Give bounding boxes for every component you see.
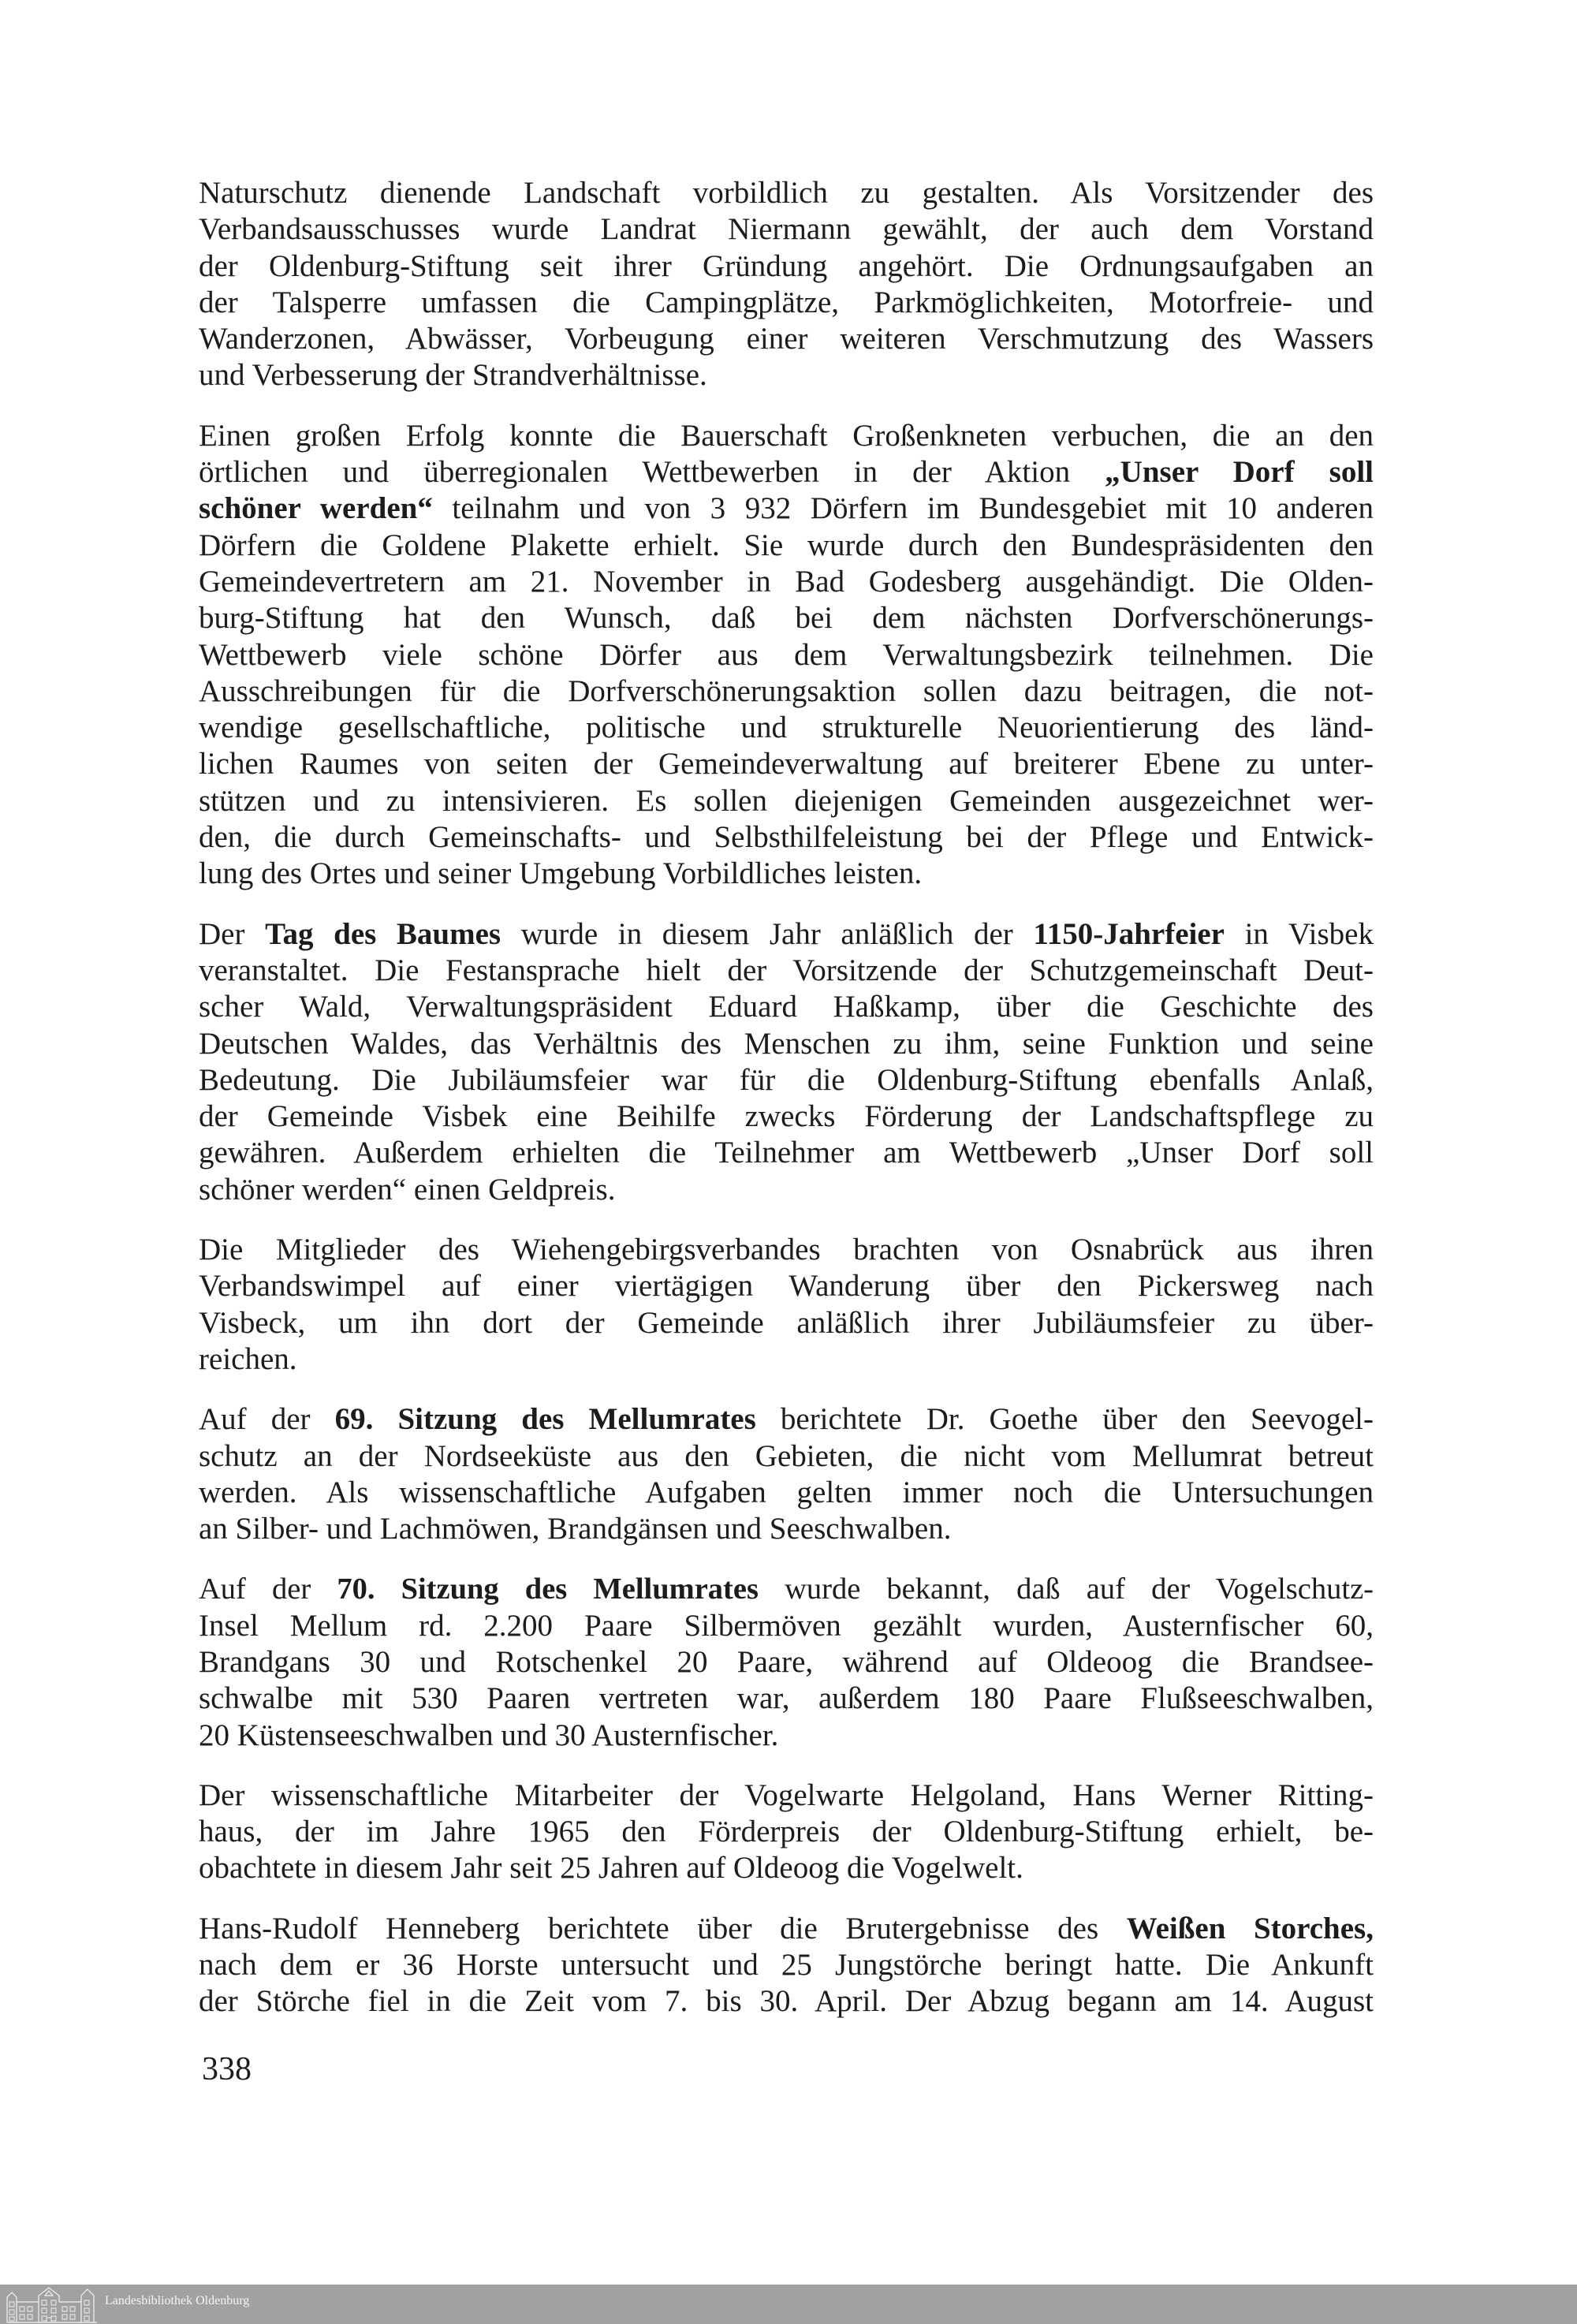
bold-text: 69. Sitzung des Mellumrates <box>334 1402 756 1437</box>
text-line <box>199 856 1374 892</box>
text-line <box>199 1983 1374 2020</box>
text-line <box>199 1475 1374 1511</box>
text-line <box>199 1947 1374 1983</box>
bold-text: schöner werden“ <box>199 491 433 526</box>
paragraph <box>199 1778 1374 1887</box>
text-segment: der Talsperre umfassen die Campingplätze, Parkmöglichkeiten, Motorfreie- und <box>199 285 1374 319</box>
text-line <box>199 528 1374 564</box>
text-line <box>199 321 1374 357</box>
bold-text: 1150-Jahrfeier <box>1033 916 1225 951</box>
text-segment: lichen Raumes von seiten der Gemeindeverwaltung auf breiterer Ebene zu unter- <box>199 747 1374 782</box>
footer-bar <box>0 2285 1577 2324</box>
text-segment: Brandgans 30 und Rotschenkel 20 Paare, während auf Oldeoog die Brandsee- <box>199 1644 1374 1679</box>
text-segment: stützen und zu intensivieren. Es sollen diejenigen Gemeinden ausgezeichnet wer- <box>199 783 1374 818</box>
text-line <box>199 211 1374 248</box>
paragraph <box>199 1911 1374 2020</box>
text-segment: Verbandswimpel auf einer viertägigen Wanderung über den Pickersweg nach <box>199 1269 1374 1304</box>
bold-text: Weißen Storches, <box>1126 1911 1374 1945</box>
text-line <box>199 357 1374 394</box>
text-segment: Die Mitglieder des Wiehengebirgsverbandes brachten von Osnabrück aus ihren <box>199 1233 1374 1267</box>
text-line <box>199 1099 1374 1135</box>
text-segment: schutz an der Nordseeküste aus den Gebieten, die nicht vom Mellumrat betreut <box>199 1438 1374 1473</box>
library-name: Landesbibliothek Oldenburg <box>105 2294 250 2307</box>
paragraph <box>199 1401 1374 1547</box>
bold-text: Tag des Baumes <box>265 916 501 951</box>
text-segment: wurde in diesem Jahr anläßlich der <box>501 916 1034 951</box>
text-line <box>199 1778 1374 1814</box>
text-line <box>199 637 1374 673</box>
text-segment: Gemeindevertretern am 21. November in Bad Godesberg ausgehändigt. Die Olden- <box>199 564 1374 599</box>
text-segment: Auf der <box>199 1402 335 1437</box>
text-segment: der Oldenburg-Stiftung seit ihrer Gründung angehört. Die Ordnungsaufgaben an <box>199 248 1374 283</box>
text-segment: und Verbesserung der Strandverhältnisse. <box>199 358 707 393</box>
text-segment: Einen großen Erfolg konnte die Bauerschaft Großenkneten verbuchen, die an den <box>199 418 1374 453</box>
text-segment: nach dem er 36 Horste untersucht und 25 Jungstörche beringt hatte. Die Ankunft <box>199 1948 1374 1983</box>
text-segment: Bedeutung. Die Jubiläumsfeier war für die Oldenburg-Stiftung ebenfalls Anlaß, <box>199 1062 1374 1097</box>
text-segment: Dörfern die Goldene Plakette erhielt. Sie wurde durch den Bundespräsidenten den <box>199 528 1374 562</box>
text-line <box>199 1401 1374 1438</box>
text-segment: Verbandsausschusses wurde Landrat Niermann gewählt, der auch dem Vorstand <box>199 212 1374 247</box>
document-page <box>199 175 1374 2044</box>
text-segment: Ausschreibungen für die Dorfverschönerungsaktion sollen dazu beitragen, die not- <box>199 673 1374 708</box>
text-segment: burg-Stiftung hat den Wunsch, daß bei dem nächsten Dorfverschönerungs- <box>199 601 1374 636</box>
text-line <box>199 1850 1374 1886</box>
text-segment: schöner werden“ einen Geldpreis. <box>199 1172 616 1207</box>
bold-text: 70. Sitzung des Mellumrates <box>337 1572 759 1606</box>
text-line <box>199 1268 1374 1304</box>
text-segment: lung des Ortes und seiner Umgebung Vorbildliches leisten. <box>199 856 923 891</box>
text-line <box>199 1718 1374 1754</box>
text-segment: werden. Als wissenschaftliche Aufgaben gelten immer noch die Untersuchungen <box>199 1475 1374 1509</box>
text-segment: schwalbe mit 530 Paaren vertreten war, außerdem 180 Paare Flußseeschwalben, <box>199 1681 1374 1716</box>
text-line <box>199 673 1374 710</box>
text-segment: in Visbek <box>1224 916 1374 951</box>
text-line <box>199 1135 1374 1171</box>
text-segment: Hans-Rudolf Henneberg berichtete über die Brutergebnisse des <box>199 1911 1127 1945</box>
text-segment: veranstaltet. Die Festansprache hielt der Vorsitzende der Schutzgemeinschaft Deut- <box>199 953 1374 987</box>
text-line <box>199 783 1374 819</box>
paragraph <box>199 175 1374 394</box>
text-segment: 20 Küstenseeschwalben und 30 Austernfischer. <box>199 1718 779 1752</box>
text-line <box>199 710 1374 746</box>
text-line <box>199 454 1374 491</box>
text-line <box>199 1814 1374 1850</box>
text-line <box>199 1026 1374 1062</box>
text-segment: Insel Mellum rd. 2.200 Paare Silbermöven gezählt wurden, Austernfischer 60, <box>199 1608 1374 1643</box>
text-segment: Auf der <box>199 1572 337 1606</box>
text-line <box>199 1571 1374 1607</box>
text-line <box>199 1341 1374 1378</box>
text-line <box>199 989 1374 1025</box>
text-segment: den, die durch Gemeinschafts- und Selbsthilfeleistung bei der Pflege und Entwick- <box>199 820 1374 855</box>
text-segment: Naturschutz dienende Landschaft vorbildlich zu gestalten. Als Vorsitzender des <box>199 176 1374 210</box>
text-line <box>199 600 1374 636</box>
text-segment: Deutschen Waldes, das Verhältnis des Menschen zu ihm, seine Funktion und seine <box>199 1026 1374 1061</box>
page-number: 338 <box>202 2051 252 2087</box>
text-line <box>199 953 1374 989</box>
text-segment: wurde bekannt, daß auf der Vogelschutz- <box>758 1572 1374 1606</box>
text-line <box>199 285 1374 321</box>
text-line <box>199 1608 1374 1644</box>
text-line <box>199 175 1374 211</box>
text-segment: haus, der im Jahre 1965 den Förderpreis der Oldenburg-Stiftung erhielt, be- <box>199 1815 1374 1849</box>
text-segment: berichtete Dr. Goethe über den Seevogel- <box>755 1402 1374 1437</box>
text-line <box>199 564 1374 600</box>
text-line <box>199 491 1374 527</box>
text-segment: der Störche fiel in die Zeit vom 7. bis 30. April. Der Abzug begann am 14. August <box>199 1984 1374 2019</box>
text-line <box>199 746 1374 782</box>
text-segment: reichen. <box>199 1341 297 1376</box>
text-segment: örtlichen und überregionalen Wettbewerben in der Aktion <box>199 455 1105 490</box>
text-segment: teilnahm und von 3 932 Dörfern im Bundesgebiet mit 10 anderen <box>432 491 1374 526</box>
text-line <box>199 1062 1374 1099</box>
text-segment: gewähren. Außerdem erhielten die Teilnehmer am Wettbewerb „Unser Dorf soll <box>199 1136 1374 1170</box>
text-segment: an Silber- und Lachmöwen, Brandgänsen und Seeschwalben. <box>199 1512 952 1546</box>
text-segment: obachtete in diesem Jahr seit 25 Jahren auf Oldeoog die Vogelwelt. <box>199 1851 1023 1886</box>
text-line <box>199 1438 1374 1475</box>
paragraph <box>199 418 1374 893</box>
text-segment: Wanderzonen, Abwässer, Vorbeugung einer weiteren Verschmutzung des Wassers <box>199 322 1374 356</box>
paragraph <box>199 1571 1374 1753</box>
text-segment: Visbeck, um ihn dort der Gemeinde anläßlich ihrer Jubiläumsfeier zu über- <box>199 1305 1374 1340</box>
bold-text: „Unser Dorf soll <box>1105 455 1374 490</box>
text-line <box>199 1681 1374 1717</box>
text-segment: scher Wald, Verwaltungspräsident Eduard Haßkamp, über die Geschichte des <box>199 990 1374 1024</box>
text-line <box>199 1644 1374 1681</box>
text-segment: Der <box>199 916 266 951</box>
text-segment: Der wissenschaftliche Mitarbeiter der Vogelwarte Helgoland, Hans Werner Ritting- <box>199 1778 1374 1812</box>
text-line <box>199 1511 1374 1547</box>
paragraph <box>199 916 1374 1208</box>
text-line <box>199 1305 1374 1341</box>
text-line <box>199 819 1374 856</box>
text-segment: der Gemeinde Visbek eine Beihilfe zwecks Förderung der Landschaftspflege zu <box>199 1099 1374 1134</box>
text-segment: wendige gesellschaftliche, politische und strukturelle Neuorientierung des länd- <box>199 711 1374 745</box>
text-line <box>199 1172 1374 1208</box>
library-building-icon <box>6 2286 99 2324</box>
text-line <box>199 916 1374 953</box>
text-line <box>199 248 1374 285</box>
text-line <box>199 1911 1374 1947</box>
paragraph <box>199 1232 1374 1378</box>
text-line <box>199 1232 1374 1268</box>
text-segment: Wettbewerb viele schöne Dörfer aus dem Verwaltungsbezirk teilnehmen. Die <box>199 637 1374 672</box>
text-line <box>199 418 1374 454</box>
